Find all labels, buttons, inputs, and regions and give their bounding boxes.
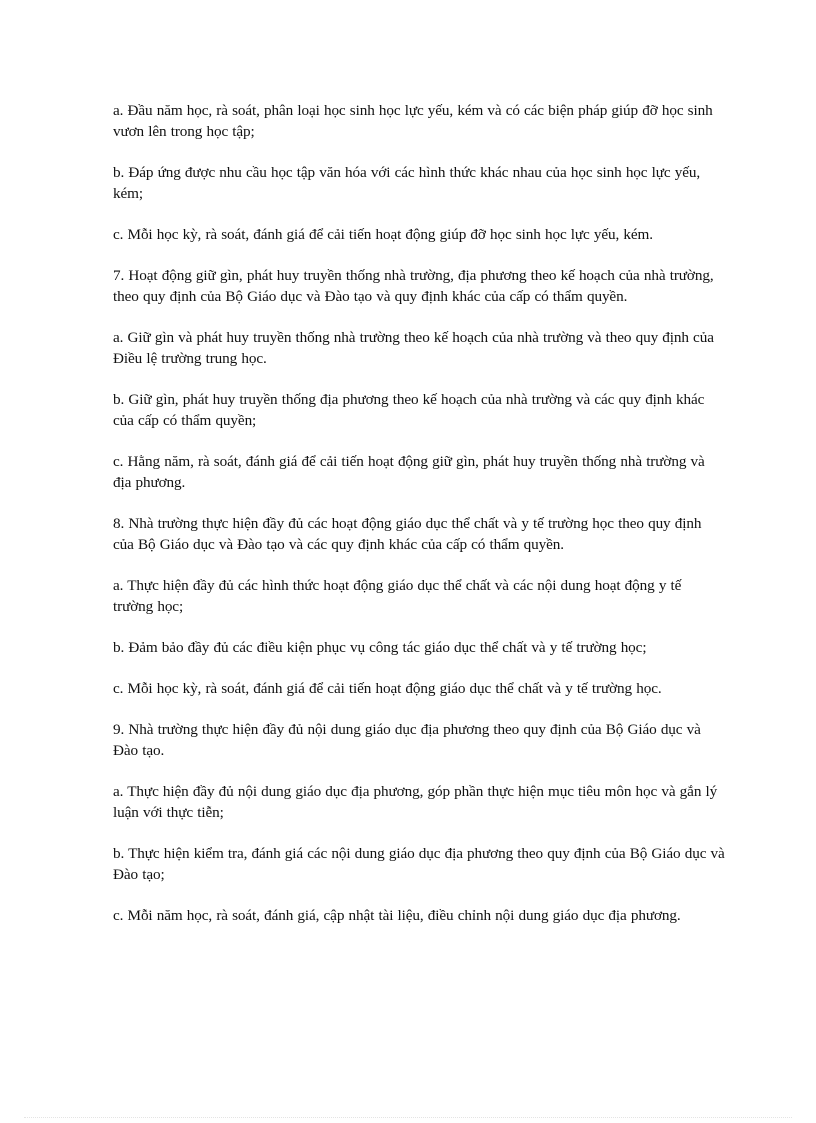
paragraph-criterion-8-item-b: b. Đảm bảo đầy đủ các điều kiện phục vụ công tác giáo dục thể chất và y tế trường học; [113, 639, 647, 656]
paragraph-criterion-9-item-b: b. Thực hiện kiểm tra, đánh giá các nội dung giáo dục địa phương theo quy định của Bộ Giáo dục và Đào tạo; [113, 845, 725, 883]
paragraph-criterion-7: 7. Hoạt động giữ gìn, phát huy truyền thống nhà trường, địa phương theo kế hoạch của nhà trường, theo quy định của Bộ Giáo dục và Đào tạo và quy định khác của cấp có thẩm quyền. [113, 267, 714, 305]
paragraph-criterion-7-item-b: b. Giữ gìn, phát huy truyền thống địa phương theo kế hoạch của nhà trường và các quy định khác của cấp có thẩm quyền; [113, 391, 705, 429]
paragraph-item-b-study-needs: b. Đáp ứng được nhu cầu học tập văn hóa với các hình thức khác nhau của học sinh học lực yếu, kém; [113, 164, 701, 202]
paragraph-criterion-9-item-a: a. Thực hiện đầy đủ nội dung giáo dục địa phương, góp phần thực hiện mục tiêu môn học và gắn lý luận với thực tiễn; [113, 783, 718, 821]
page-bottom-divider [24, 1117, 792, 1118]
paragraph-criterion-8: 8. Nhà trường thực hiện đầy đủ các hoạt động giáo dục thể chất và y tế trường học theo quy định của Bộ Giáo dục và Đào tạo và các quy định khác của cấp có thẩm quyền. [113, 515, 702, 553]
paragraph-item-c-semester-review: c. Mỗi học kỳ, rà soát, đánh giá để cải tiến hoạt động giúp đỡ học sinh học lực yếu, kém. [113, 226, 653, 243]
paragraph-criterion-8-item-c: c. Mỗi học kỳ, rà soát, đánh giá để cải tiến hoạt động giáo dục thể chất và y tế trường học. [113, 680, 662, 697]
paragraph-criterion-9-item-c: c. Mỗi năm học, rà soát, đánh giá, cập nhật tài liệu, điều chỉnh nội dung giáo dục địa phương. [113, 907, 681, 924]
paragraph-criterion-7-item-c: c. Hằng năm, rà soát, đánh giá để cải tiến hoạt động giữ gìn, phát huy truyền thống nhà trường và địa phương. [113, 453, 705, 491]
paragraph-criterion-8-item-a: a. Thực hiện đầy đủ các hình thức hoạt động giáo dục thể chất và các nội dung hoạt động y tế trường học; [113, 577, 682, 615]
paragraph-item-a-weak-students-review: a. Đầu năm học, rà soát, phân loại học sinh học lực yếu, kém và có các biện pháp giúp đỡ học sinh vươn lên trong học tập; [113, 102, 713, 140]
paragraph-criterion-7-item-a: a. Giữ gìn và phát huy truyền thống nhà trường theo kế hoạch của nhà trường và theo quy định của Điều lệ trường trung học. [113, 329, 714, 367]
paragraph-criterion-9: 9. Nhà trường thực hiện đầy đủ nội dung giáo dục địa phương theo quy định của Bộ Giáo dục và Đào tạo. [113, 721, 701, 759]
document-body [113, 100, 725, 946]
